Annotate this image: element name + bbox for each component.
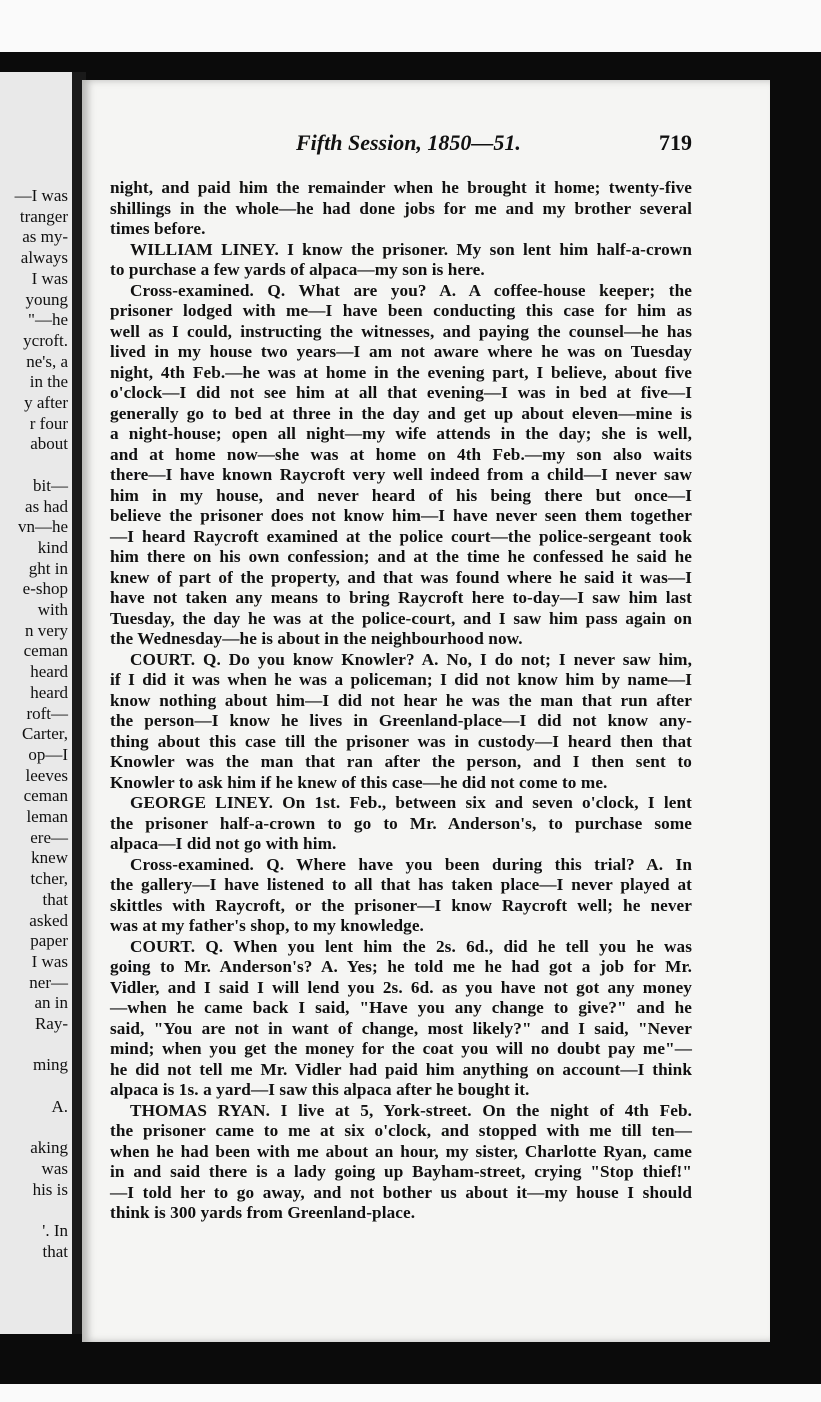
facing-page-line: as had: [25, 496, 68, 516]
facing-page-line: I was: [31, 951, 68, 971]
page-body-text: [110, 178, 692, 1224]
text-line: the Wednesday—he is about in the neighbourhood now.: [110, 629, 523, 648]
text-line: alpaca is 1s. a yard—I saw this alpaca after he bought it.: [110, 1080, 530, 1099]
text-line: Cross-examined. Q. What are you? A. A coffee-house keeper; the: [130, 280, 692, 300]
text-line: said, "You are not in want of change, most likely?" and I said, "Never: [110, 1018, 692, 1038]
facing-page-line: y after: [24, 393, 68, 412]
text-line: think is 300 yards from Greenland-place.: [110, 1203, 416, 1222]
facing-page-line: kind: [37, 537, 68, 557]
text-line: the prisoner came to me at six o'clock, and stopped with me till ten—: [110, 1121, 692, 1140]
facing-page-line: leeves: [25, 765, 68, 785]
facing-page-line: asked: [29, 910, 68, 930]
text-line: a night-house; open all night—my wife attends in the day; she is well,: [110, 424, 692, 443]
running-head: Fifth Session, 1850—51.: [296, 130, 521, 155]
text-line: Vidler, and I said I will lend you 2s. 6d. as you have not got any money: [110, 977, 692, 997]
text-line: well as I could, instructing the witnesses, and paying the counsel—he has: [110, 321, 692, 341]
text-line: and at home now—she was at home on 4th Feb.—my son also waits: [110, 444, 692, 464]
text-line: Knowler was the man that ran after the person, and I then sent to: [110, 752, 692, 771]
facing-page-line: knew: [31, 848, 68, 868]
text-line: knew of part of the property, and that was found where he said it was—I: [110, 567, 692, 587]
facing-page-line: ming: [33, 1055, 68, 1075]
facing-page-line: ycroft.: [23, 330, 68, 350]
text-line: when he had been with me about an hour, my sister, Charlotte Ryan, came: [110, 1141, 692, 1161]
text-line: o'clock—I did not see him at all that evening—I was in bed at five—I: [110, 383, 692, 402]
text-line: shillings in the whole—he had done jobs for me and my brother several: [110, 198, 692, 218]
facing-page-line: roft—: [26, 703, 68, 723]
facing-page-line: as my-: [22, 227, 68, 247]
text-line: going to Mr. Anderson's? A. Yes; he told me he had got a job for Mr.: [110, 957, 692, 976]
text-line: —when he came back I said, "Have you any change to give?" and he: [110, 998, 692, 1017]
text-line: prisoner lodged with me—I have been conducting this case for him as: [110, 301, 692, 320]
facing-page-line: his is: [32, 1179, 68, 1199]
facing-page-line: aking: [30, 1138, 68, 1158]
facing-page-line: always: [20, 248, 68, 268]
text-line: the person—I know he lives in Greenland-place—I did not know any-: [110, 711, 692, 730]
facing-page-line: with: [37, 600, 68, 619]
facing-page-line: ner—: [29, 972, 68, 992]
text-line: WILLIAM LINEY. I know the prisoner. My son lent him half-a-crown: [130, 239, 692, 259]
facing-page-line: that: [42, 1241, 68, 1261]
text-line: if I did it was when he was a policeman; I did not know him by name—I: [110, 670, 692, 689]
facing-page-line: paper: [30, 931, 68, 951]
text-line: lived in my house two years—I am not aware where he was on Tuesday: [110, 342, 692, 361]
text-line: him there on his own confession; and at the time he confessed he said he: [110, 547, 692, 566]
facing-page-line: in the: [29, 372, 68, 392]
text-line: was at my father's shop, to my knowledge.: [110, 916, 424, 935]
facing-page-line: bit—: [33, 475, 68, 495]
facing-page-line: Ray-: [34, 1014, 68, 1033]
facing-page-line: "—he: [28, 310, 68, 330]
facing-page-line: Carter,: [21, 724, 68, 744]
facing-page-line: heard: [30, 682, 68, 702]
text-line: —I told her to go away, and not bother us about it—my house I should: [110, 1182, 692, 1202]
facing-page-line: young: [25, 289, 68, 309]
text-line: there—I have known Raycroft very well indeed from a child—I never saw: [110, 465, 692, 484]
facing-page-line: an in: [34, 993, 68, 1013]
facing-page-line: A.: [51, 1096, 68, 1116]
facing-page-line: tranger: [19, 206, 68, 226]
facing-page-line: ght in: [28, 558, 68, 578]
text-line: the gallery—I have listened to all that has taken place—I never played at: [110, 875, 692, 894]
text-line: Cross-examined. Q. Where have you been during this trial? A. In: [130, 854, 692, 874]
text-line: THOMAS RYAN. I live at 5, York-street. On the night of 4th Feb.: [130, 1100, 692, 1120]
facing-page-line: n very: [25, 620, 68, 640]
text-line: him in my house, and never heard of his being there but once—I: [110, 485, 692, 505]
scan-right-edge: [770, 72, 821, 1334]
text-line: times before.: [110, 219, 206, 238]
text-line: alpaca—I did not go with him.: [110, 834, 337, 853]
text-line: know nothing about him—I did not hear he was the man that run after: [110, 690, 692, 710]
text-line: GEORGE LINEY. On 1st. Feb., between six and seven o'clock, I lent: [130, 793, 692, 812]
facing-page-line: heard: [30, 662, 68, 682]
text-line: believe the prisoner does not know him—I have never seen them together: [110, 506, 692, 525]
facing-page-line: was: [41, 1158, 68, 1178]
facing-page-line: tcher,: [30, 869, 68, 889]
facing-page-line: vn—he: [17, 517, 68, 537]
text-line: night, and paid him the remainder when he brought it home; twenty-five: [110, 178, 692, 197]
facing-page-line: ceman: [23, 641, 68, 661]
text-line: he did not tell me Mr. Vidler had paid him anything on account—I think: [110, 1059, 692, 1079]
page-number: 719: [659, 130, 692, 155]
facing-page-line: that: [42, 889, 68, 909]
facing-page-line: leman: [26, 807, 68, 826]
facing-page-line: e-shop: [22, 579, 68, 599]
facing-page-line: I was: [31, 268, 68, 288]
facing-page-line: ne's, a: [26, 351, 68, 371]
text-line: Knowler to ask him if he knew of this case—he did not come to me.: [110, 772, 608, 792]
text-line: to purchase a few yards of alpaca—my son is here.: [110, 260, 485, 279]
text-line: the prisoner half-a-crown to go to Mr. Anderson's, to purchase some: [110, 813, 692, 833]
facing-page-line: ere—: [30, 827, 68, 847]
text-line: COURT. Q. Do you know Knowler? A. No, I do not; I never saw him,: [130, 649, 692, 669]
facing-page-line: '. In: [42, 1221, 68, 1240]
text-line: COURT. Q. When you lent him the 2s. 6d., did he tell you he was: [130, 936, 692, 956]
facing-page-line: ceman: [23, 786, 68, 806]
text-line: Tuesday, the day he was at the police-court, and I saw him pass again on: [110, 608, 692, 628]
text-line: in and said there is a lady going up Bayham-street, crying "Stop thief!": [110, 1162, 692, 1181]
text-line: have not taken any means to bring Raycroft here to-day—I saw him last: [110, 588, 692, 607]
page-header: [82, 130, 770, 158]
text-line: night, 4th Feb.—he was at home in the evening part, I believe, about five: [110, 362, 692, 382]
facing-page-line: op—I: [28, 744, 68, 764]
facing-page-line: —I was: [14, 186, 68, 205]
text-line: mind; when you get the money for the coat you will no doubt pay me"—: [110, 1039, 692, 1058]
scan-bottom-margin: [0, 1384, 821, 1402]
book-page: [82, 80, 770, 1342]
text-line: —I heard Raycroft examined at the police court—the police-sergeant took: [110, 526, 692, 546]
scan-top-margin: [0, 0, 821, 52]
facing-page-line: about: [30, 434, 68, 454]
facing-page-line: r four: [29, 413, 68, 433]
text-line: thing about this case till the prisoner was in custody—I heard then that: [110, 731, 692, 751]
text-line: skittles with Raycroft, or the prisoner—I know Raycroft well; he never: [110, 895, 692, 915]
text-line: generally go to bed at three in the day and get up about eleven—mine is: [110, 403, 692, 423]
facing-page-fragment: [0, 72, 72, 1334]
